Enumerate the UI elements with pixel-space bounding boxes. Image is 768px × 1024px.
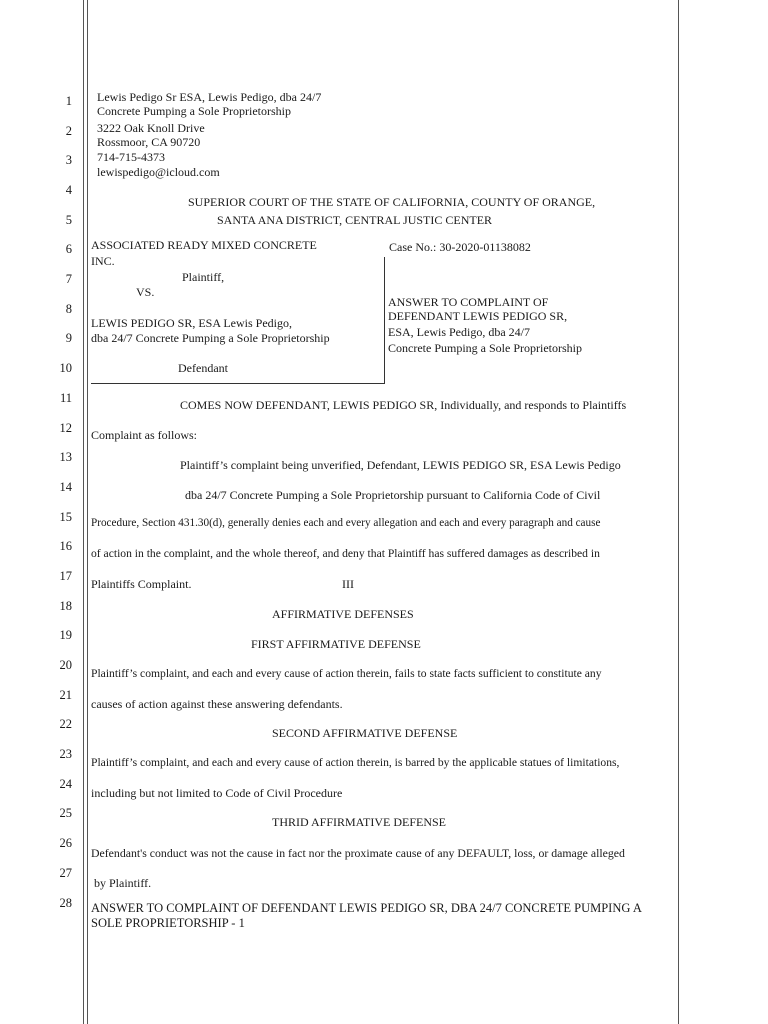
denial-paragraph: dba 24/7 Concrete Pumping a Sole Proprietorship pursuant to California Code of Civil bbox=[185, 488, 601, 502]
denial-paragraph: Plaintiffs Complaint. bbox=[91, 577, 192, 591]
intro-paragraph: Complaint as follows: bbox=[91, 428, 197, 442]
plaintiff-label: Plaintiff, bbox=[182, 270, 225, 284]
line-number: 13 bbox=[59, 450, 72, 464]
line-number: 11 bbox=[59, 391, 72, 405]
denial-paragraph: of action in the complaint, and the whole thereof, and deny that Plaintiff has suffered damages as described in bbox=[91, 547, 600, 560]
denial-paragraph: Procedure, Section 431.30(d), generally denies each and every allegation and each and every paragraph and cause bbox=[91, 517, 601, 529]
first-defense-text: causes of action against these answering defendants. bbox=[91, 697, 343, 711]
line-number: 25 bbox=[59, 806, 72, 820]
party-email: lewispedigo@icloud.com bbox=[97, 165, 220, 179]
left-margin-rule-inner bbox=[87, 0, 88, 1024]
line-number: 2 bbox=[65, 124, 72, 138]
plaintiff-name: INC. bbox=[91, 254, 115, 268]
line-number: 17 bbox=[59, 569, 72, 583]
party-address: 3222 Oak Knoll Drive bbox=[97, 121, 205, 135]
third-defense-text: by Plaintiff. bbox=[94, 876, 152, 890]
caption-divider bbox=[384, 257, 385, 384]
document-title: ESA, Lewis Pedigo, dba 24/7 bbox=[388, 325, 530, 339]
second-defense-text: Plaintiff’s complaint, and each and every cause of action therein, is barred by the applicable statues of limitations, bbox=[91, 756, 620, 769]
line-number: 14 bbox=[59, 480, 72, 494]
line-number: 20 bbox=[59, 658, 72, 672]
party-city: Rossmoor, CA 90720 bbox=[97, 135, 201, 149]
second-defense-text: including but not limited to Code of Civil Procedure bbox=[91, 786, 343, 800]
document-title: Concrete Pumping a Sole Proprietorship bbox=[388, 341, 582, 355]
line-number: 28 bbox=[59, 896, 72, 910]
defendant-name: dba 24/7 Concrete Pumping a Sole Proprietorship bbox=[91, 331, 330, 345]
line-number: 5 bbox=[65, 213, 72, 227]
line-number: 8 bbox=[65, 302, 72, 316]
caption-bottom-rule bbox=[91, 383, 385, 384]
defendant-label: Defendant bbox=[178, 361, 228, 375]
line-number: 4 bbox=[65, 183, 72, 197]
document-title: DEFENDANT LEWIS PEDIGO SR, bbox=[388, 309, 568, 323]
line-number: 6 bbox=[65, 242, 72, 256]
footer-title: SOLE PROPRIETORSHIP - 1 bbox=[91, 916, 245, 930]
line-number: 18 bbox=[59, 599, 72, 613]
line-number: 27 bbox=[59, 866, 72, 880]
line-number: 19 bbox=[59, 628, 72, 642]
document-title: ANSWER TO COMPLAINT OF bbox=[388, 295, 549, 309]
versus-label: VS. bbox=[136, 285, 155, 299]
footer-title: ANSWER TO COMPLAINT OF DEFENDANT LEWIS PEDIGO SR, DBA 24/7 CONCRETE PUMPING A bbox=[91, 901, 642, 915]
party-name-line: Concrete Pumping a Sole Proprietorship bbox=[97, 104, 291, 118]
first-defense-heading: FIRST AFFIRMATIVE DEFENSE bbox=[251, 637, 421, 651]
party-phone: 714-715-4373 bbox=[97, 150, 165, 164]
line-number: 1 bbox=[65, 94, 72, 108]
line-number: 10 bbox=[59, 361, 72, 375]
first-defense-text: Plaintiff’s complaint, and each and every cause of action therein, fails to state facts sufficient to constitute any bbox=[91, 667, 602, 680]
line-number: 12 bbox=[59, 421, 72, 435]
section-marker: III bbox=[342, 577, 354, 591]
plaintiff-name: ASSOCIATED READY MIXED CONCRETE bbox=[91, 238, 317, 252]
affirmative-defenses-heading: AFFIRMATIVE DEFENSES bbox=[272, 607, 414, 621]
line-number: 23 bbox=[59, 747, 72, 761]
line-number: 15 bbox=[59, 510, 72, 524]
intro-paragraph: COMES NOW DEFENDANT, LEWIS PEDIGO SR, Individually, and responds to Plaintiffs bbox=[180, 398, 627, 412]
line-number: 22 bbox=[59, 717, 72, 731]
line-number: 26 bbox=[59, 836, 72, 850]
left-margin-rule bbox=[83, 0, 84, 1024]
line-number: 24 bbox=[59, 777, 72, 791]
line-number: 3 bbox=[65, 153, 72, 167]
second-defense-heading: SECOND AFFIRMATIVE DEFENSE bbox=[272, 726, 458, 740]
line-number: 7 bbox=[65, 272, 72, 286]
line-number: 16 bbox=[59, 539, 72, 553]
right-margin-rule bbox=[678, 0, 679, 1024]
case-number: Case No.: 30-2020-01138082 bbox=[389, 240, 531, 254]
court-title-line1: SUPERIOR COURT OF THE STATE OF CALIFORNIA, COUNTY OF ORANGE, bbox=[188, 195, 596, 209]
party-name-line: Lewis Pedigo Sr ESA, Lewis Pedigo, dba 24/7 bbox=[97, 90, 322, 104]
denial-paragraph: Plaintiff’s complaint being unverified, Defendant, LEWIS PEDIGO SR, ESA Lewis Pedigo bbox=[180, 458, 621, 472]
third-defense-heading: THRID AFFIRMATIVE DEFENSE bbox=[272, 815, 447, 829]
line-number: 9 bbox=[65, 331, 72, 345]
court-title-line2: SANTA ANA DISTRICT, CENTRAL JUSTIC CENTER bbox=[217, 213, 493, 227]
line-number: 21 bbox=[59, 688, 72, 702]
defendant-name: LEWIS PEDIGO SR, ESA Lewis Pedigo, bbox=[91, 316, 292, 330]
third-defense-text: Defendant's conduct was not the cause in fact nor the proximate cause of any DEFAULT, loss, or damage alleged bbox=[91, 846, 625, 860]
